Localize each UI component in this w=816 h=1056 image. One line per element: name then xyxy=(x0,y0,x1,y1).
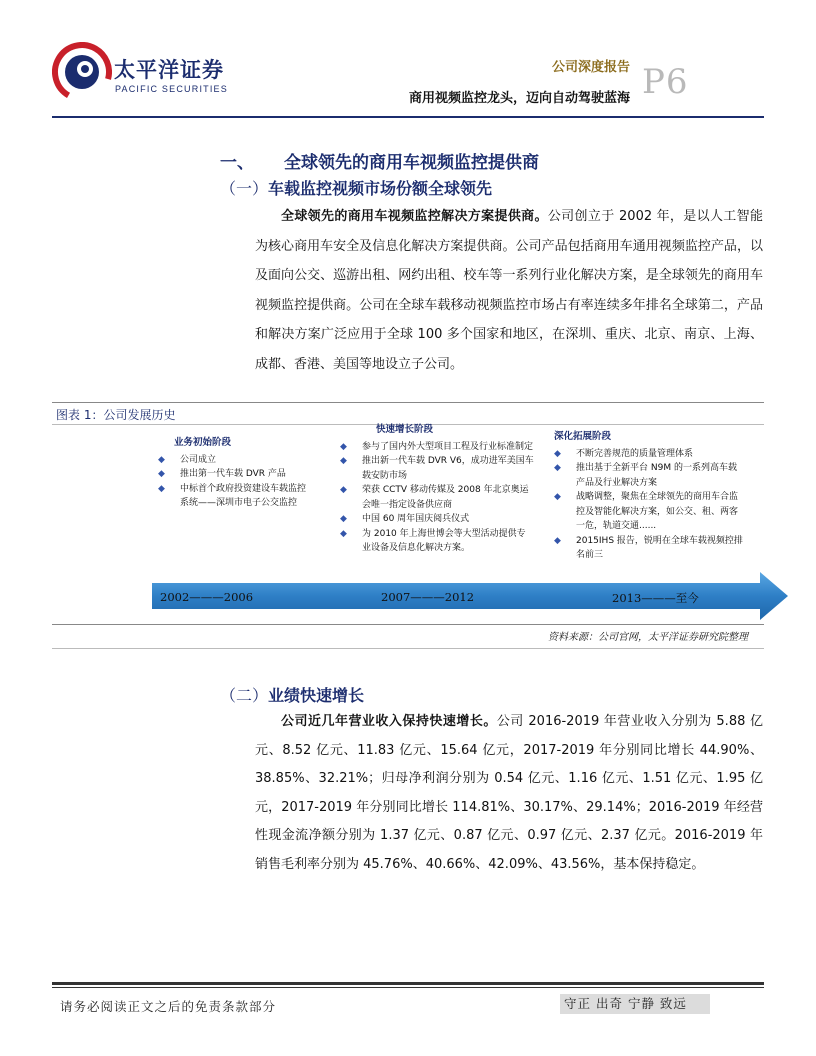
paragraph-lead: 公司近几年营业收入保持快速增长。 xyxy=(281,714,497,729)
diamond-bullet-icon: ◆ xyxy=(554,448,561,459)
pacific-securities-logo-icon xyxy=(52,42,112,102)
stage-item: ◆ 推出基于全新平台 N9M 的一系列高车载产品及行业解决方案 xyxy=(554,463,737,488)
diamond-bullet-icon: ◆ xyxy=(340,456,347,466)
subsection-heading-2 xyxy=(220,683,364,706)
timeline-stage-growth xyxy=(340,423,534,556)
diamond-bullet-icon: ◆ xyxy=(158,454,165,465)
subsection-heading-1 xyxy=(220,176,492,199)
stage-item: ◆ 参与了国内外大型项目工程及行业标准制定 xyxy=(340,440,534,455)
figure-source: 资料来源：公司官网，太平洋证券研究院整理 xyxy=(548,632,748,643)
diamond-bullet-icon: ◆ xyxy=(340,514,347,524)
logo-english-name: PACIFIC SECURITIES xyxy=(115,84,228,94)
timeline-stage-expansion xyxy=(554,430,744,563)
timeline-stage-initial xyxy=(158,436,308,511)
timeline-period-3: 2013———至今 xyxy=(612,591,699,605)
footer-disclaimer: 请务必阅读正文之后的免责条款部分 xyxy=(60,999,277,1014)
diamond-bullet-icon: ◆ xyxy=(340,441,347,452)
stage-item: ◆ 战略调整，聚焦在全球领先的商用车合监控及智能化解决方案，如公交、租、两客一危，轨道交通...... xyxy=(554,492,739,531)
subsection-title: 业绩快速增长 xyxy=(268,686,365,705)
paragraph-lead: 全球领先的商用车视频监控解决方案提供商。 xyxy=(281,209,548,224)
stage-item: ◆ 中国 60 周年国庆阅兵仪式 xyxy=(340,512,534,527)
section-heading xyxy=(220,148,539,173)
figure-top-rule xyxy=(52,402,764,403)
stage-item-list xyxy=(158,453,308,511)
stage-item: ◆ 中标首个政府投资建设车载监控系统——深圳市电子公交监控 xyxy=(158,483,307,508)
stage-title: 快速增长阶段 xyxy=(376,424,434,435)
stage-title: 深化拓展阶段 xyxy=(554,431,612,442)
logo-chinese-name: 太平洋证券 xyxy=(114,58,224,82)
footer-divider-thin xyxy=(52,987,764,988)
report-type: 公司深度报告 xyxy=(551,60,630,75)
subsection-title: 车载监控视频市场份额全球领先 xyxy=(268,179,493,198)
subsection-number: （二） xyxy=(220,686,269,705)
stage-item-list xyxy=(340,440,534,556)
page-number: P6 xyxy=(642,62,689,102)
timeline-period-2: 2007———2012 xyxy=(381,590,475,604)
diamond-bullet-icon: ◆ xyxy=(158,483,165,494)
stage-item: ◆ 推出第一代车载 DVR 产品 xyxy=(158,467,308,482)
timeline-period-1: 2002———2006 xyxy=(160,590,254,604)
paragraph-body: 公司 2016-2019 年营业收入分别为 5.88 亿元、8.52 亿元、11.83 亿元、15.64 亿元，2017-2019 年分别同比增长 44.90%、38.85%、32.21%；归母净利润分别为 0.54 亿元、1.16 亿元、1.51 亿元、1.95 亿元，2017-2019 年分别同比增长 114.81%、30.17%、29.14%；2016-2019 年经营性现金流净额分别为 1.37 亿元、0.87 亿元、0.97 亿元、2.37 亿元。2016-2019 年销售毛利率分别为 45.76%、40.66%、42.09%、43.56%，基本保持稳定。 xyxy=(255,714,763,872)
section-title: 全球领先的商用车视频监控提供商 xyxy=(284,153,539,173)
paragraph-body: 公司创立于 2002 年，是以人工智能为核心商用车安全及信息化解决方案提供商。公司产品包括商用车通用视频监控产品，以及面向公交、巡游出租、网约出租、校车等一系列行业化解决方案，是全球领先的商用车视频监控提供商。公司在全球车载移动视频监控市场占有率连续多年排名全球第二，产品和解决方案广泛应用于全球 100 多个国家和地区，在深圳、重庆、北京、南京、上海、成都、香港、美国等地设立子公司。 xyxy=(255,209,763,372)
stage-item: ◆ 推出新一代车载 DVR V6，成功进军美国车载安防市场 xyxy=(340,456,534,481)
diamond-bullet-icon: ◆ xyxy=(340,528,347,539)
stage-item-list xyxy=(554,447,744,563)
section-number: 一、 xyxy=(220,153,254,173)
diamond-bullet-icon: ◆ xyxy=(554,463,561,473)
figure-bottom-rule xyxy=(52,624,764,625)
paragraph-company-intro xyxy=(255,202,763,379)
figure-title: 图表 1：公司发展历史 xyxy=(56,408,176,422)
header-divider xyxy=(52,116,764,118)
figure-source-rule xyxy=(52,648,764,649)
stage-item: ◆ 荣获 CCTV 移动传媒及 2008 年北京奥运会唯一指定设备供应商 xyxy=(340,485,529,510)
footer-divider xyxy=(52,982,764,985)
diamond-bullet-icon: ◆ xyxy=(340,485,347,495)
stage-item: ◆ 2015IHS 报告，锐明在全球车载视频控排名前三 xyxy=(554,535,743,560)
paragraph-financials xyxy=(255,708,763,879)
stage-item: ◆ 为 2010 年上海世博会等大型活动提供专业设备及信息化解决方案。 xyxy=(340,528,526,553)
report-subtitle: 商用视频监控龙头，迈向自动驾驶蓝海 xyxy=(408,91,630,106)
footer-motto: 守正 出奇 宁静 致远 xyxy=(560,994,710,1014)
stage-item: ◆ 不断完善规范的质量管理体系 xyxy=(554,447,744,462)
subsection-number: （一） xyxy=(220,179,269,198)
stage-item: ◆ 公司成立 xyxy=(158,453,308,468)
diamond-bullet-icon: ◆ xyxy=(158,469,165,479)
diamond-bullet-icon: ◆ xyxy=(554,535,561,546)
company-logo xyxy=(52,40,228,104)
diamond-bullet-icon: ◆ xyxy=(554,492,561,502)
stage-title: 业务初始阶段 xyxy=(174,437,232,448)
